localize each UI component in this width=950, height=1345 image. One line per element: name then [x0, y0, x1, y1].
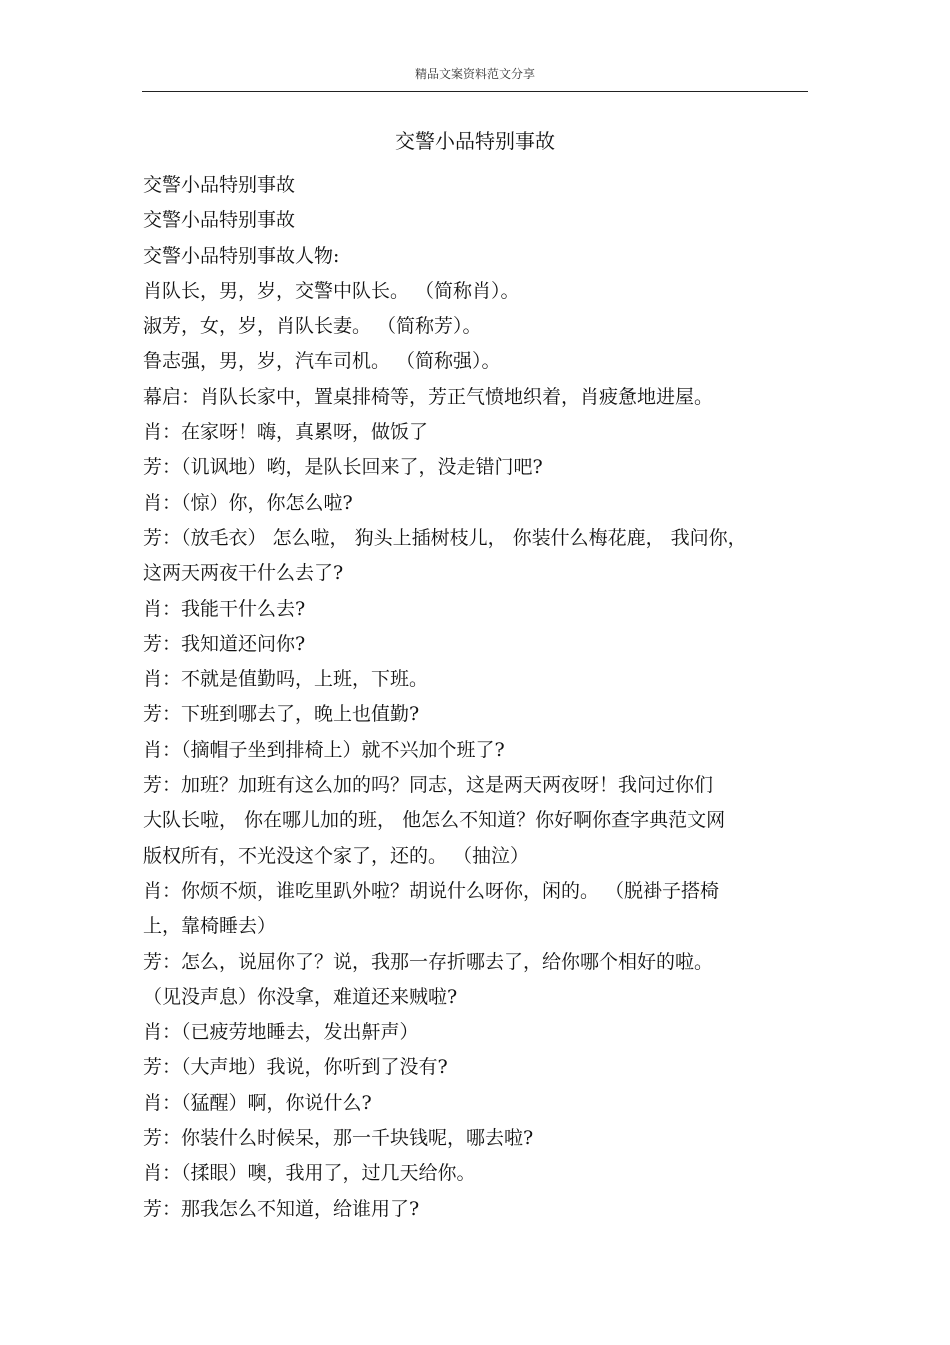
document-title: 交警小品特别事故: [395, 129, 555, 153]
header-divider: [142, 91, 808, 92]
text-line: 肖：你烦不烦，谁吃里趴外啦？胡说什么呀你，闲的。 （脱褂子搭椅: [143, 879, 720, 902]
text-line: 肖：（摘帽子坐到排椅上）就不兴加个班了?: [143, 738, 505, 761]
text-line: 肖队长，男，岁，交警中队长。 （简称肖）。: [143, 279, 520, 302]
text-line: 肖：（已疲劳地睡去，发出鼾声）: [143, 1021, 419, 1044]
text-line: 淑芳，女，岁，肖队长妻。 （简称芳）。: [143, 315, 482, 338]
text-line: 芳：你装什么时候呆，那一千块钱呢，哪去啦?: [143, 1127, 534, 1150]
text-line: 芳：下班到哪去了，晚上也值勤?: [143, 703, 420, 726]
text-line: 大队长啦， 你在哪儿加的班， 他怎么不知道？你好啊你查字典范文网: [143, 809, 726, 832]
text-line: 上，靠椅睡去）: [143, 915, 277, 938]
text-line: 这两天两夜干什么去了?: [143, 562, 344, 585]
text-line: 肖：（惊）你，你怎么啦?: [143, 491, 353, 514]
text-line: 交警小品特别事故: [143, 174, 296, 196]
text-line: 肖：（猛醒）啊，你说什么?: [143, 1091, 372, 1114]
text-line: 芳：加班？加班有这么加的吗？同志，这是两天两夜呀！我问过你们: [143, 774, 714, 797]
page-header: 精品文案资料范文分享: [414, 67, 535, 81]
text-line: 肖：不就是值勤吗，上班，下班。: [143, 668, 429, 691]
text-line: 交警小品特别事故人物:: [143, 244, 340, 267]
text-line: 芳：怎么，说屈你了？说，我那一存折哪去了，给你哪个相好的啦。: [143, 950, 714, 973]
text-line: 芳：（讥讽地）哟，是队长回来了，没走错门吧?: [143, 456, 543, 479]
text-line: （见没声息）你没拿，难道还来贼啦?: [143, 985, 458, 1008]
text-line: 肖：在家呀！嗨，真累呀，做饭了: [143, 421, 429, 444]
text-line: 肖：（揉眼）噢，我用了，过几天给你。: [143, 1162, 476, 1185]
text-line: 芳：我知道还问你?: [143, 632, 306, 655]
text-line: 版权所有，不光没这个家了，还的。 （抽泣）: [143, 844, 530, 867]
document-body: [143, 168, 808, 1227]
text-line: 幕启：肖队长家中，置桌排椅等，芳正气愤地织着，肖疲惫地进屋。: [143, 385, 714, 408]
text-line: 芳：（放毛衣） 怎么啦， 狗头上插树枝儿， 你装什么梅花鹿， 我问你，: [143, 526, 747, 549]
text-line: 芳：那我怎么不知道，给谁用了?: [143, 1197, 420, 1220]
text-line: 肖：我能干什么去?: [143, 597, 306, 620]
text-line: 芳：（大声地）我说，你听到了没有?: [143, 1056, 448, 1079]
text-line: 鲁志强，男，岁，汽车司机。 （简称强）。: [143, 350, 501, 373]
text-line: 交警小品特别事故: [143, 209, 296, 232]
